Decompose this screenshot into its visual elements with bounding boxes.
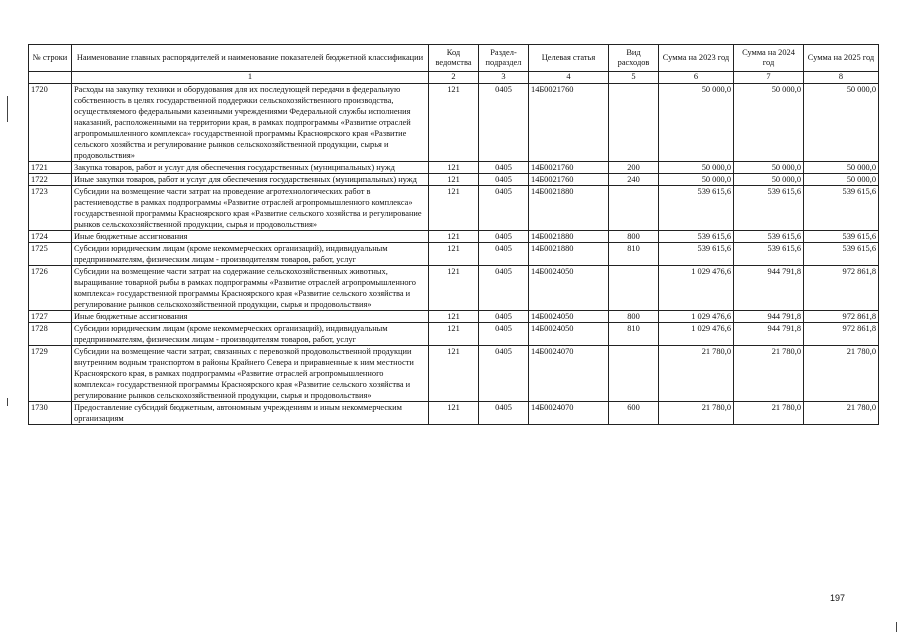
sum-2023-cell: 21 780,0 (659, 346, 734, 402)
row-name-cell: Закупка товаров, работ и услуг для обеспечения государственных (муниципальных) нужд (72, 162, 429, 174)
sum-2023-cell: 1 029 476,6 (659, 323, 734, 346)
row-number-cell: 1726 (29, 266, 72, 311)
department-code-cell: 121 (429, 174, 479, 186)
scan-artifact-mark (7, 398, 8, 406)
row-number-cell: 1723 (29, 186, 72, 231)
row-name-cell: Иные закупки товаров, работ и услуг для обеспечения государственных (муниципальных) нужд (72, 174, 429, 186)
section-cell: 0405 (479, 162, 529, 174)
row-number-cell: 1730 (29, 402, 72, 425)
expense-kind-cell (609, 346, 659, 402)
row-number-cell: 1728 (29, 323, 72, 346)
row-name-cell: Иные бюджетные ассигнования (72, 231, 429, 243)
target-article-cell: 14Б0021760 (529, 84, 609, 162)
table-row (29, 311, 879, 323)
department-code-cell: 121 (429, 402, 479, 425)
column-number: 1 (72, 72, 429, 84)
sum-2023-cell: 539 615,6 (659, 186, 734, 231)
department-code-cell: 121 (429, 346, 479, 402)
sum-2023-cell: 21 780,0 (659, 402, 734, 425)
sum-2025-cell: 539 615,6 (804, 231, 879, 243)
row-number-cell: 1720 (29, 84, 72, 162)
header-sum-2024: Сумма на 2024 год (734, 45, 804, 72)
row-number-cell: 1729 (29, 346, 72, 402)
header-department-code: Код ведомства (429, 45, 479, 72)
column-number: 5 (609, 72, 659, 84)
target-article-cell: 14Б0024070 (529, 402, 609, 425)
row-number-cell: 1722 (29, 174, 72, 186)
expense-kind-cell: 600 (609, 402, 659, 425)
sum-2025-cell: 21 780,0 (804, 346, 879, 402)
target-article-cell: 14Б0024050 (529, 323, 609, 346)
row-name-cell: Иные бюджетные ассигнования (72, 311, 429, 323)
page-number: 197 (829, 593, 845, 603)
department-code-cell: 121 (429, 162, 479, 174)
row-name-cell: Расходы на закупку техники и оборудования для их последующей передачи в федеральную собственность в целях государственной поддержки сельскохозяйственного производства, осуществляемого федеральными казенными учреждениями Федеральной службы исполнения наказаний, расположенными на территории края, в рамках подпрограммы «Развитие отраслей агропромышленного комплекса» государственной программы Красноярского края «Развитие сельского хозяйства и регулирование рынков сельскохозяйственной продукции, сырья и продовольствия» (72, 84, 429, 162)
table-row (29, 346, 879, 402)
section-cell: 0405 (479, 346, 529, 402)
sum-2024-cell: 944 791,8 (734, 311, 804, 323)
target-article-cell: 14Б0021760 (529, 162, 609, 174)
department-code-cell: 121 (429, 84, 479, 162)
sum-2023-cell: 1 029 476,6 (659, 266, 734, 311)
header-sum-2025: Сумма на 2025 год (804, 45, 879, 72)
column-number (29, 72, 72, 84)
sum-2024-cell: 21 780,0 (734, 346, 804, 402)
expense-kind-cell (609, 84, 659, 162)
sum-2023-cell: 539 615,6 (659, 231, 734, 243)
header-name: Наименование главных распорядителей и наименование показателей бюджетной классификации (72, 45, 429, 72)
table-row (29, 402, 879, 425)
section-cell: 0405 (479, 174, 529, 186)
sum-2024-cell: 50 000,0 (734, 162, 804, 174)
department-code-cell: 121 (429, 323, 479, 346)
sum-2023-cell: 50 000,0 (659, 174, 734, 186)
row-number-cell: 1721 (29, 162, 72, 174)
sum-2024-cell: 944 791,8 (734, 266, 804, 311)
column-number: 7 (734, 72, 804, 84)
section-cell: 0405 (479, 402, 529, 425)
sum-2024-cell: 50 000,0 (734, 174, 804, 186)
scan-artifact-mark (7, 96, 8, 122)
target-article-cell: 14Б0021880 (529, 231, 609, 243)
expense-kind-cell: 810 (609, 243, 659, 266)
target-article-cell: 14Б0024050 (529, 266, 609, 311)
department-code-cell: 121 (429, 231, 479, 243)
sum-2023-cell: 1 029 476,6 (659, 311, 734, 323)
column-number-row (29, 72, 879, 84)
sum-2025-cell: 50 000,0 (804, 174, 879, 186)
section-cell: 0405 (479, 323, 529, 346)
department-code-cell: 121 (429, 311, 479, 323)
scan-artifact-mark (896, 622, 897, 632)
sum-2025-cell: 539 615,6 (804, 243, 879, 266)
sum-2025-cell: 21 780,0 (804, 402, 879, 425)
table-row (29, 243, 879, 266)
section-cell: 0405 (479, 231, 529, 243)
table-row (29, 162, 879, 174)
row-name-cell: Субсидии юридическим лицам (кроме некоммерческих организаций), индивидуальным предпринимателям, физическим лицам - производителям товаров, работ, услуг (72, 323, 429, 346)
row-name-cell: Предоставление субсидий бюджетным, автономным учреждениям и иным некоммерческим организациям (72, 402, 429, 425)
section-cell: 0405 (479, 186, 529, 231)
section-cell: 0405 (479, 84, 529, 162)
budget-table (28, 44, 879, 425)
target-article-cell: 14Б0021760 (529, 174, 609, 186)
sum-2025-cell: 972 861,8 (804, 323, 879, 346)
column-number: 4 (529, 72, 609, 84)
column-number: 8 (804, 72, 879, 84)
expense-kind-cell: 200 (609, 162, 659, 174)
sum-2024-cell: 50 000,0 (734, 84, 804, 162)
sum-2024-cell: 539 615,6 (734, 243, 804, 266)
sum-2025-cell: 539 615,6 (804, 186, 879, 231)
sum-2024-cell: 21 780,0 (734, 402, 804, 425)
expense-kind-cell: 240 (609, 174, 659, 186)
sum-2024-cell: 539 615,6 (734, 186, 804, 231)
row-name-cell: Субсидии юридическим лицам (кроме некоммерческих организаций), индивидуальным предпринимателям, физическим лицам - производителям товаров, работ, услуг (72, 243, 429, 266)
target-article-cell: 14Б0021880 (529, 186, 609, 231)
row-name-cell: Субсидии на возмещение части затрат на содержание сельскохозяйственных животных, выращивание товарной рыбы в рамках подпрограммы «Развитие отраслей агропромышленного комплекса» государственной программы Красноярского края «Развитие сельского хозяйства и регулирование рынков сельскохозяйственной продукции, сырья и продовольствия» (72, 266, 429, 311)
section-cell: 0405 (479, 243, 529, 266)
sum-2024-cell: 539 615,6 (734, 231, 804, 243)
table-row (29, 174, 879, 186)
target-article-cell: 14Б0024070 (529, 346, 609, 402)
sum-2025-cell: 972 861,8 (804, 266, 879, 311)
sum-2023-cell: 50 000,0 (659, 162, 734, 174)
table-row (29, 266, 879, 311)
row-name-cell: Субсидии на возмещение части затрат, связанных с перевозкой продовольственной продукции внутренним водным транспортом в районы Крайнего Севера и приравненные к ним местности Красноярского края, в рамках подпрограммы «Развитие отраслей агропромышленного комплекса» государственной программы Красноярского края «Развитие сельского хозяйства и регулирование рынков сельскохозяйственной продукции, сырья и продовольствия» (72, 346, 429, 402)
expense-kind-cell (609, 266, 659, 311)
table-row (29, 84, 879, 162)
column-number: 2 (429, 72, 479, 84)
sum-2025-cell: 50 000,0 (804, 84, 879, 162)
expense-kind-cell (609, 186, 659, 231)
sum-2023-cell: 50 000,0 (659, 84, 734, 162)
department-code-cell: 121 (429, 243, 479, 266)
sum-2025-cell: 972 861,8 (804, 311, 879, 323)
row-number-cell: 1725 (29, 243, 72, 266)
sum-2024-cell: 944 791,8 (734, 323, 804, 346)
header-row-number: № строки (29, 45, 72, 72)
column-number: 6 (659, 72, 734, 84)
section-cell: 0405 (479, 311, 529, 323)
target-article-cell: 14Б0024050 (529, 311, 609, 323)
table-header-row (29, 45, 879, 72)
expense-kind-cell: 800 (609, 231, 659, 243)
expense-kind-cell: 800 (609, 311, 659, 323)
header-sum-2023: Сумма на 2023 год (659, 45, 734, 72)
section-cell: 0405 (479, 266, 529, 311)
table-row (29, 323, 879, 346)
header-target-article: Целевая статья (529, 45, 609, 72)
sum-2025-cell: 50 000,0 (804, 162, 879, 174)
table-body (29, 84, 879, 425)
table-row (29, 231, 879, 243)
table-row (29, 186, 879, 231)
expense-kind-cell: 810 (609, 323, 659, 346)
sum-2023-cell: 539 615,6 (659, 243, 734, 266)
target-article-cell: 14Б0021880 (529, 243, 609, 266)
column-number: 3 (479, 72, 529, 84)
header-section: Раздел-подраздел (479, 45, 529, 72)
department-code-cell: 121 (429, 266, 479, 311)
row-number-cell: 1727 (29, 311, 72, 323)
row-name-cell: Субсидии на возмещение части затрат на проведение агротехнологических работ в растениеводстве в рамках подпрограммы «Развитие отраслей агропромышленного комплекса» государственной программы Красноярского края «Развитие сельского хозяйства и регулирование рынков сельскохозяйственной продукции, сырья и продовольствия» (72, 186, 429, 231)
header-expense-kind: Вид расходов (609, 45, 659, 72)
row-number-cell: 1724 (29, 231, 72, 243)
department-code-cell: 121 (429, 186, 479, 231)
